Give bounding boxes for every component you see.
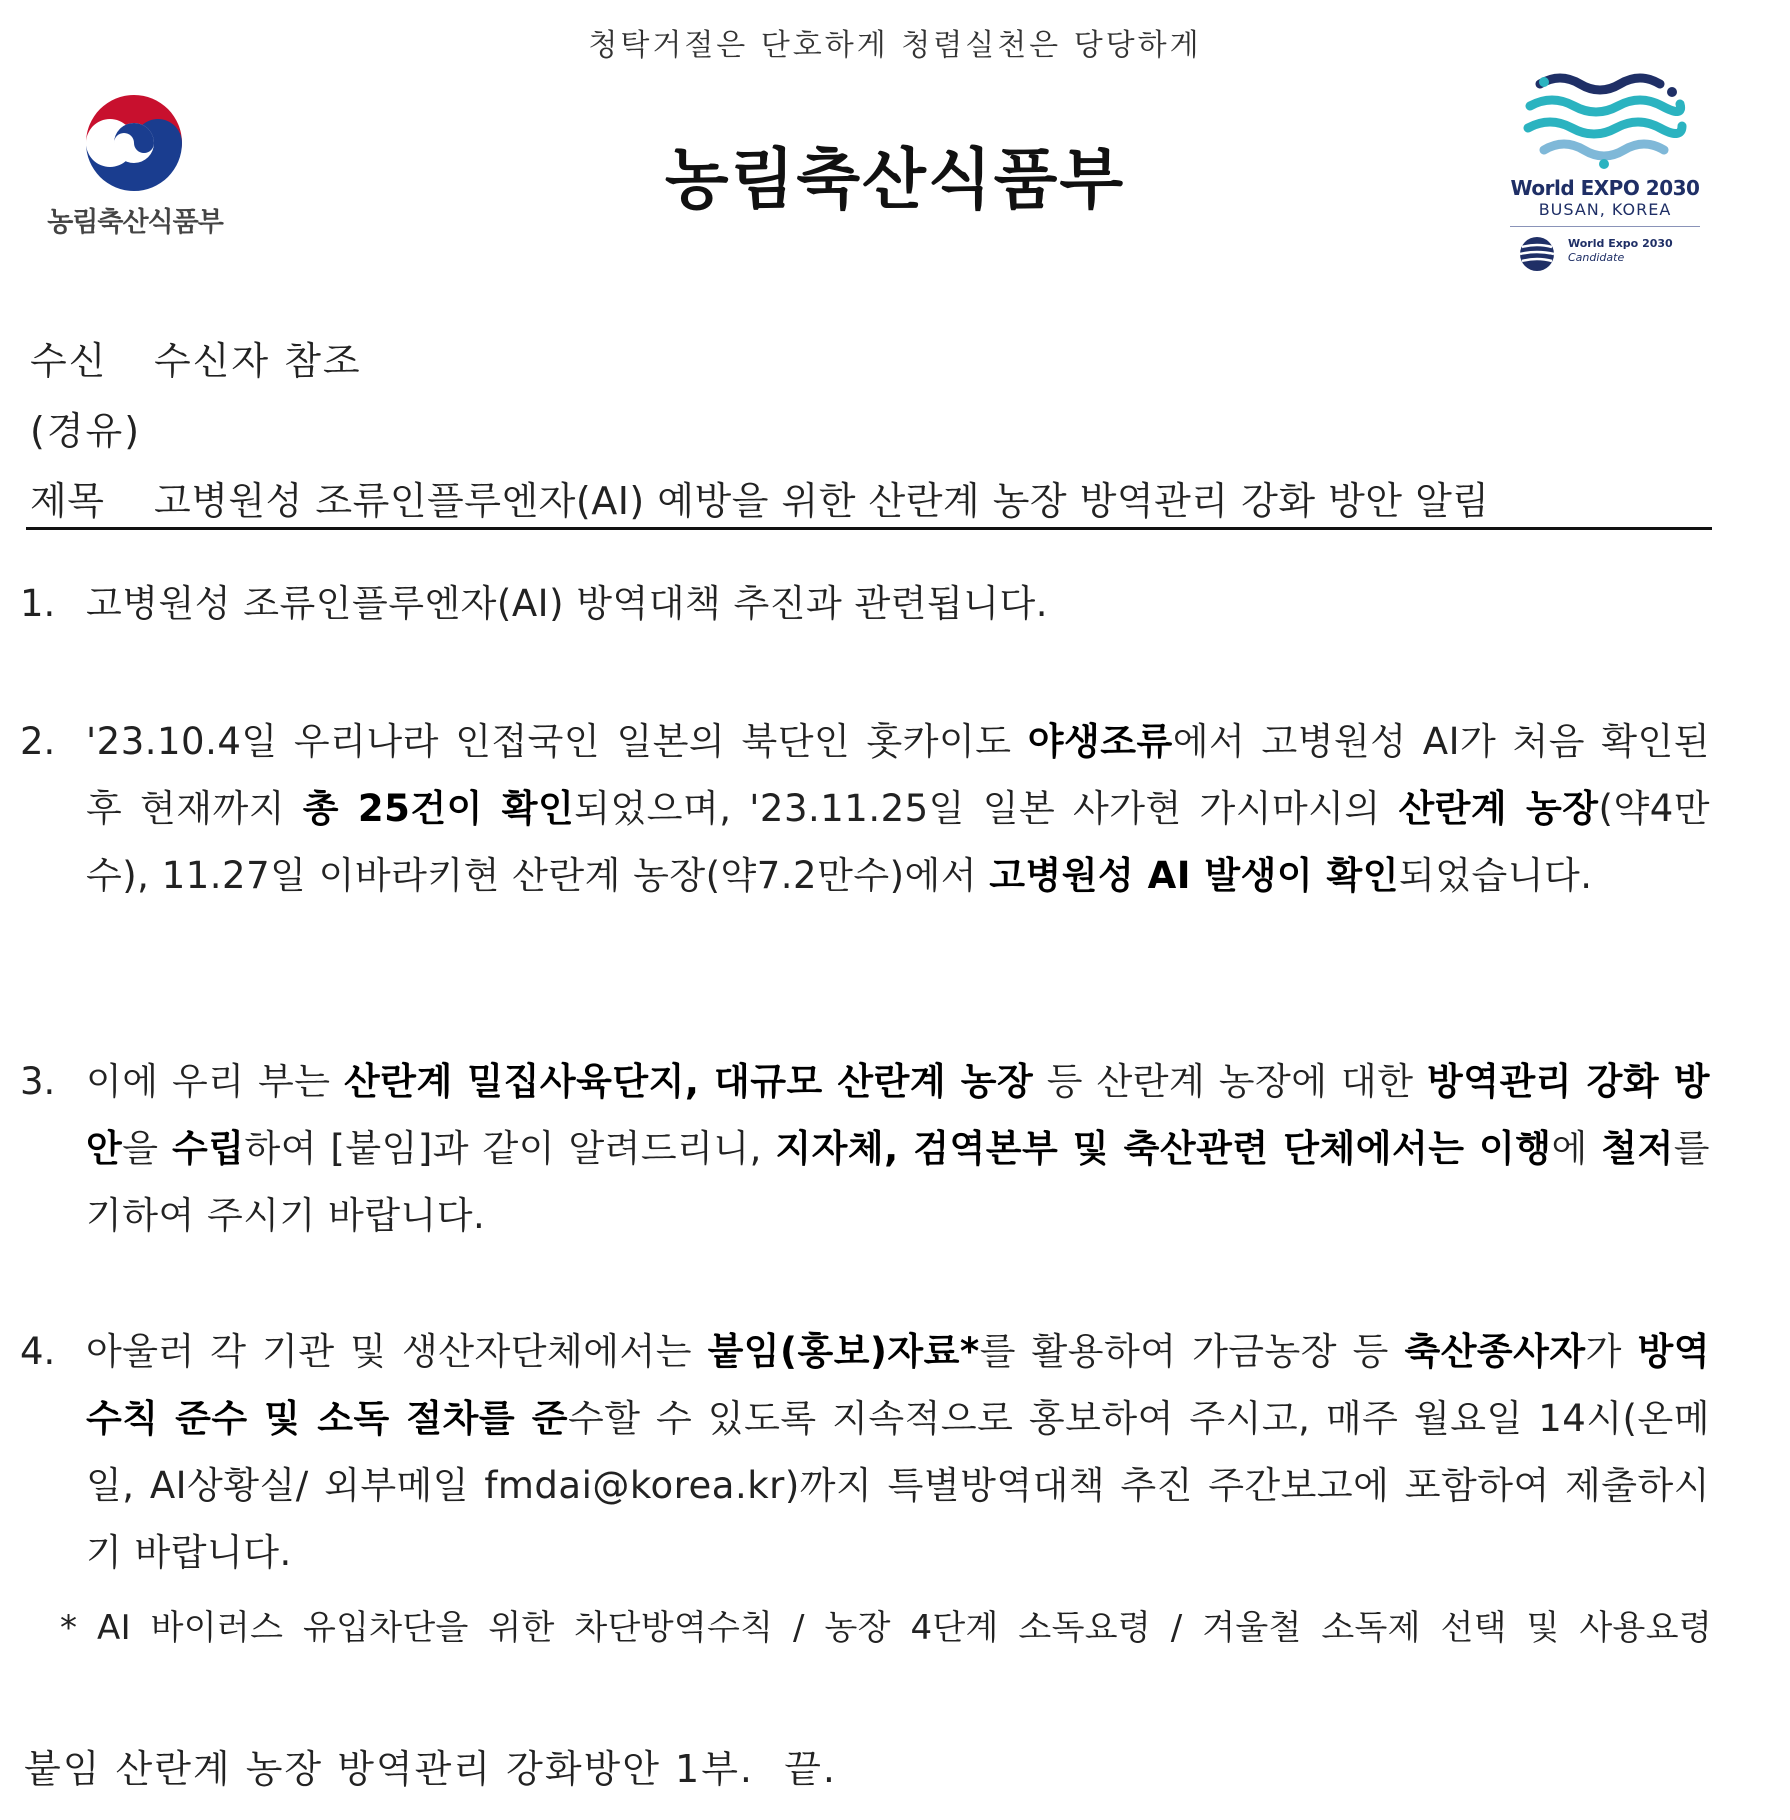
- text-run: 수할 수 있도록 지속적으로 홍보하여 주시고, 매주 월요일 14시(온메일, AI상황실/ 외부메일 fmdai@korea.kr)까지 특별방역대책 추진 주간보고에 포함하여 제출하시기 바랍니다.: [86, 1397, 1710, 1574]
- bold-run: 야생조류: [1027, 720, 1173, 763]
- text-run: (약4만수), 11.27일 이바라키현 산란계 농장(약7.2만수)에서: [86, 787, 1711, 897]
- text-run: 등 산란계 농장에 대한: [1033, 1060, 1428, 1103]
- text-run: '23.10.4일 우리나라 인접국인 일본의 북단인 홋카이도: [86, 720, 1028, 763]
- bold-run: 고병원성 AI 발생이 확인: [989, 854, 1399, 897]
- subject-line: [30, 470, 1490, 525]
- via-line: [30, 400, 141, 455]
- expo-globe-icon: [1512, 234, 1562, 274]
- bold-run: 축산종사자: [1404, 1330, 1586, 1373]
- header-divider: [26, 527, 1712, 530]
- text-run: 되었으며, '23.11.25일 일본 사가현 가시마시의: [574, 787, 1399, 830]
- paragraph-number: 3.: [20, 1060, 56, 1103]
- slogan: 청탁거절은 단호하게 청렴실천은 당당하게: [588, 28, 1202, 63]
- paragraph-text: [86, 708, 1710, 909]
- paragraph-2: [20, 708, 1710, 909]
- expo-candidate-label: Candidate: [1568, 251, 1625, 264]
- via-label: (경유): [30, 409, 142, 453]
- paragraph-number: 2.: [20, 720, 56, 763]
- expo-location: BUSAN, KOREA: [1538, 200, 1672, 219]
- recipient-label: 수신: [30, 339, 108, 383]
- attachment-value: 산란계 농장 방역관리 강화방안 1부.: [115, 1747, 755, 1791]
- bold-run: 방역수칙 준수 및 소독 절차를 준: [86, 1330, 1710, 1440]
- attachment-line: [24, 1738, 837, 1793]
- paragraph-text: [86, 1048, 1710, 1249]
- bold-run: 철저: [1601, 1127, 1674, 1170]
- text-run: 를 활용하여 가금농장 등: [979, 1330, 1405, 1373]
- text-run: 가: [1585, 1330, 1638, 1373]
- bold-run: 총 25건이 확인: [302, 787, 575, 830]
- text-run: 이에 우리 부는: [86, 1060, 345, 1103]
- paragraph-text: [86, 570, 1710, 637]
- recipient-value: 수신자 참조: [154, 339, 362, 383]
- bold-run: 붙임(홍보)자료*: [707, 1330, 980, 1373]
- bold-run: 산란계 농장: [1398, 787, 1599, 830]
- attachment-label: 붙임: [24, 1747, 102, 1791]
- subject-value: 고병원성 조류인플루엔자(AI) 예방을 위한 산란계 농장 방역관리 강화 방안 알림: [154, 479, 1490, 523]
- text-run: 에서 고병원성 AI가 처음 확인된 후 현재까지: [86, 720, 1711, 830]
- text-run: 를 기하여 주시기 바랍니다.: [86, 1127, 1710, 1237]
- bold-run: 산란계 밀집사육단지, 대규모 산란계 농장: [344, 1060, 1034, 1103]
- paragraph-3: [20, 1048, 1710, 1249]
- expo-divider: [1510, 226, 1700, 227]
- ministry-title: 농림축산식품부: [664, 141, 1126, 218]
- text-run: 에: [1551, 1127, 1602, 1170]
- paragraph-number: 1.: [20, 582, 56, 625]
- paragraph-4: [20, 1318, 1710, 1586]
- paragraph-number: 4.: [20, 1330, 56, 1373]
- text-run: 고병원성 조류인플루엔자(AI) 방역대책 추진과 관련됩니다.: [86, 582, 1048, 625]
- expo-2030-logo: [1500, 64, 1710, 274]
- text-run: 아울러 각 기관 및 생산자단체에서는: [86, 1330, 708, 1373]
- subject-label: 제목: [30, 479, 105, 523]
- text-run: 을: [122, 1127, 172, 1170]
- expo-wave-icon: [1500, 64, 1710, 174]
- bold-run: 수립: [171, 1127, 245, 1170]
- paragraph-text: [86, 1318, 1710, 1586]
- expo-title: World EXPO 2030: [1510, 176, 1700, 200]
- bold-run: 방역관리 강화 방안: [86, 1060, 1711, 1170]
- emblem-text: 농림축산식품부: [47, 207, 223, 238]
- end-mark: 끝.: [784, 1747, 837, 1791]
- recipient-line: [30, 330, 362, 385]
- paragraph-1: [20, 570, 1710, 637]
- text-run: 하여 [붙임]과 같이 알려드리니,: [244, 1127, 776, 1170]
- footnote: * AI 바이러스 유입차단을 위한 차단방역수칙 / 농장 4단계 소독요령 / 겨울철 소독제 선택 및 사용요령: [60, 1608, 1712, 1648]
- text-run: 되었습니다.: [1399, 854, 1593, 897]
- expo-candidate-title: World Expo 2030: [1568, 237, 1673, 250]
- bold-run: 지자체, 검역본부 및 축산관련 단체에서는 이행: [775, 1127, 1552, 1170]
